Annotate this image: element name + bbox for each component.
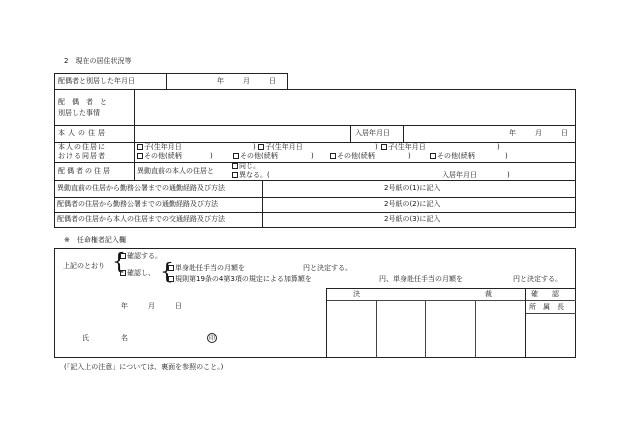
allowance-option-2[interactable]: 規則第19条の4第3項の規定による加算額を [168,276,312,283]
name-field[interactable] [135,330,205,344]
confirmed-checkbox[interactable]: 確認する。 [120,253,162,260]
separation-date-label: 配偶者と別居した年月日 [58,77,135,85]
move-in-label: 入居年月日 [355,129,390,137]
child-checkbox-3[interactable]: 子(生年月日 [381,144,426,151]
route-label-1: 異動直前の住居から勤務公署までの通勤経路及び方法 [57,184,225,192]
circumstances-label-2: 別居した事情 [58,109,100,117]
other-close-3: ) [408,152,411,160]
checkbox-icon [120,253,126,259]
checkbox-icon [258,144,264,150]
brace-icon: { [112,250,126,275]
spouse-address-label: 配偶者の住居 [58,167,112,175]
spouse-same-checkbox[interactable]: 同じ。 [232,163,260,170]
allowance-option-1-yen: 円と決定する。 [303,264,352,272]
name-label-2: 名 [121,334,128,342]
own-address-field[interactable] [136,127,348,141]
checkbox-icon [232,172,238,178]
spouse-move-in-label: 入居年月日 [442,171,477,179]
dept-head: 所 属 長 [529,303,564,311]
other-checkbox-4[interactable]: その他(続柄 [430,153,475,160]
own-move-in-month: 月 [535,129,542,137]
appointer-date-day: 日 [175,302,182,310]
separation-year: 年 [217,77,224,85]
child-close-3: ) [497,143,500,151]
allowance-option-2-yen2: 円と決定する。 [513,275,562,283]
appointer-date-year: 年 [121,302,128,310]
allowance-option-1[interactable]: 単身赴任手当の月額を [168,265,245,272]
appointer-heading: ※ 任命権者記入欄 [64,236,126,244]
allowance-option-2-yen: 円、単身赴任手当の月額を [379,275,463,283]
own-move-in-year: 年 [509,129,516,137]
checkbox-icon [168,276,174,282]
child-checkbox-1[interactable]: 子(生年月日 [137,144,182,151]
route-label-2: 配偶者の住居から勤務公署までの通勤経路及び方法 [57,200,218,208]
checkbox-icon [137,144,143,150]
child-close-1: ) [253,143,256,151]
checkbox-icon [381,144,387,150]
decision-head-1: 決 [353,290,360,298]
checkbox-icon [232,163,238,169]
checkbox-icon [330,153,336,159]
checkbox-icon [233,153,239,159]
other-checkbox-2[interactable]: その他(続柄 [233,153,278,160]
circumstances-field[interactable] [136,91,574,124]
seal-icon: 印 [208,335,215,342]
other-close-4: ) [505,152,508,160]
separation-month: 月 [243,77,250,85]
own-move-in-day: 日 [561,129,568,137]
cohabitants-label-1: 本人の住居に [58,143,106,151]
spouse-question: 異動直前の本人の住居と [137,167,214,175]
route-value-1: 2号紙の(1)に記入 [384,184,441,192]
other-close-2: ) [311,152,314,160]
decision-head-2: 裁 [485,290,492,298]
checkbox-icon [120,270,126,276]
separation-day: 日 [269,77,276,85]
checkbox-icon [430,153,436,159]
footnote: (「記入上の注意」については、裏面を参照のこと。) [64,363,224,371]
cohabitants-label-2: おける同居者 [58,152,106,160]
child-close-2: ) [375,143,378,151]
other-close-1: ) [210,152,213,160]
other-checkbox-3[interactable]: その他(続柄 [330,153,375,160]
child-checkbox-2[interactable]: 子(生年月日 [258,144,303,151]
brace-icon-2: { [160,260,174,285]
separation-date-field[interactable] [170,74,284,89]
section-title: 2 現在の居住状況等 [64,57,132,65]
route-value-2: 2号紙の(2)に記入 [384,200,441,208]
checkbox-icon [137,153,143,159]
name-label-1: 氏 [82,334,89,342]
appointer-intro: 上記のとおり [63,262,105,270]
other-checkbox-1[interactable]: その他(続柄 [137,153,182,160]
appointer-date-month: 月 [148,302,155,310]
route-value-3: 2号紙の(3)に記入 [384,215,441,223]
own-address-label: 本人の住居 [58,129,108,137]
circumstances-label-1: 配 偶 者 と [58,98,107,106]
confirm-and-checkbox[interactable]: 確認し、 [120,270,155,277]
confirm-head: 確 認 [531,290,559,298]
route-label-3: 配偶者の住居から本人の住居までの交通経路及び方法 [57,215,225,223]
spouse-close-paren: ) [507,171,510,179]
spouse-different-checkbox[interactable]: 異なる。( [232,172,270,179]
checkbox-icon [168,265,174,271]
